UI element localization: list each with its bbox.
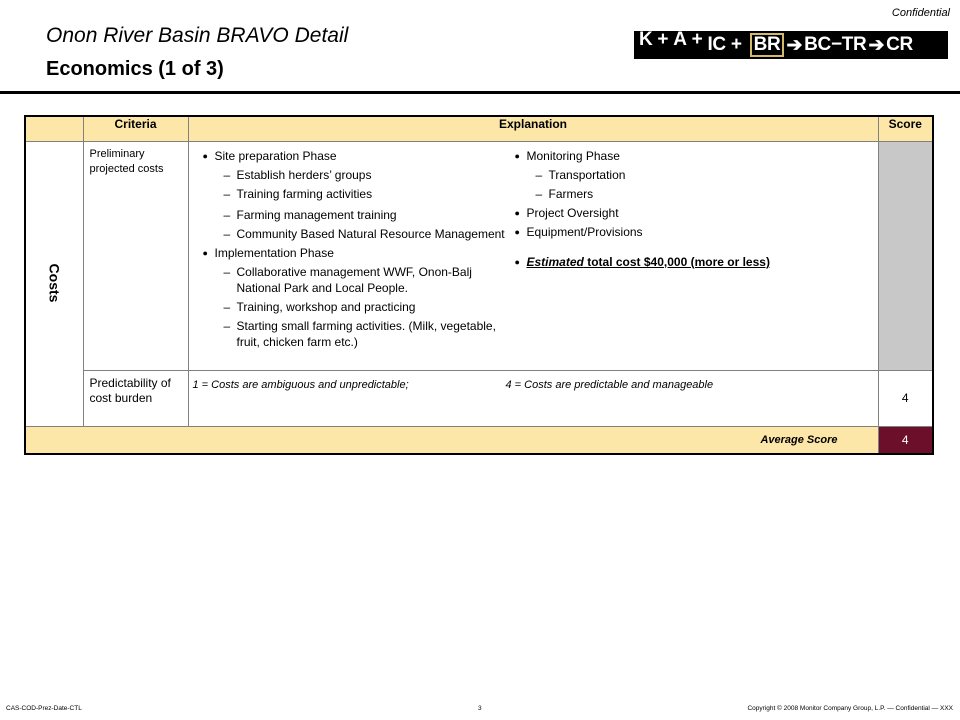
table-header-row bbox=[25, 116, 933, 141]
bullet: ● Implementation Phase bbox=[201, 245, 513, 261]
sub-bullet: – Training farming activities bbox=[201, 186, 513, 202]
sub-bullet: – Training, workshop and practicing bbox=[201, 299, 513, 315]
score-cell: 4 bbox=[878, 370, 933, 426]
sub-bullet: – Transportation bbox=[513, 167, 872, 183]
logo-br: BR bbox=[750, 33, 785, 57]
explanation-right-column bbox=[513, 148, 872, 350]
logo-a: A bbox=[673, 29, 687, 50]
header-criteria: Criteria bbox=[83, 116, 188, 141]
explanation-left-column bbox=[201, 148, 513, 350]
arrow-right-icon: ➔ bbox=[868, 34, 885, 56]
sub-bullet: – Farming management training bbox=[201, 207, 513, 223]
sub-bullet: – Collaborative management WWF, Onon-Balj National Park and Local People. bbox=[201, 264, 513, 296]
bullet: ● Equipment/Provisions bbox=[513, 224, 872, 240]
bullet: ● Monitoring Phase bbox=[513, 148, 872, 164]
bravo-logo bbox=[634, 31, 948, 59]
table-row bbox=[25, 141, 933, 370]
explanation-cell bbox=[188, 141, 878, 370]
logo-k: K bbox=[639, 29, 653, 50]
arrow-right-icon: ➔ bbox=[786, 34, 803, 56]
footer-copyright: Copyright © 2008 Monitor Company Group, L.P. — Confidential — XXX bbox=[747, 705, 953, 712]
estimated-label: Estimated bbox=[526, 254, 584, 269]
section-label: Costs bbox=[46, 263, 63, 302]
estimated-cost-bullet bbox=[513, 254, 872, 270]
section-label-cell bbox=[25, 141, 83, 426]
header-score: Score bbox=[878, 116, 933, 141]
confidential-label: Confidential bbox=[891, 7, 950, 19]
logo-plus: + bbox=[657, 29, 669, 50]
page-title: Onon River Basin BRAVO Detail bbox=[46, 24, 349, 47]
footer-page-number: 3 bbox=[478, 705, 482, 712]
sub-bullet: – Establish herders’ groups bbox=[201, 167, 513, 183]
criteria-cell: Preliminary projected costs bbox=[83, 141, 188, 370]
average-score-label: Average Score bbox=[25, 426, 878, 454]
estimated-cost-text: total cost $40,000 (more or less) bbox=[583, 254, 770, 269]
header-explanation: Explanation bbox=[188, 116, 878, 141]
footer-doc-id: CAS-COD-Prez-Date-CTL bbox=[6, 705, 82, 712]
average-row bbox=[25, 426, 933, 454]
score-cell bbox=[878, 141, 933, 370]
logo-bc: BC bbox=[804, 34, 831, 55]
table-row bbox=[25, 370, 933, 426]
logo-dash: − bbox=[830, 34, 842, 55]
average-score-value: 4 bbox=[878, 426, 933, 454]
logo-plus: + bbox=[691, 29, 703, 50]
scale-low-text: 1 = Costs are ambiguous and unpredictable; bbox=[192, 378, 409, 391]
criteria-cell: Predictability of cost burden bbox=[83, 370, 188, 426]
header-blank-cell bbox=[25, 116, 83, 141]
economics-table bbox=[24, 115, 934, 455]
logo-ic: IC bbox=[707, 34, 726, 55]
bullet: ● Project Oversight bbox=[513, 205, 872, 221]
sub-bullet: – Community Based Natural Resource Management bbox=[201, 226, 513, 242]
sub-bullet: – Starting small farming activities. (Milk, vegetable, fruit, chicken farm etc.) bbox=[201, 318, 513, 350]
logo-cr: CR bbox=[886, 34, 913, 55]
page-subtitle: Economics (1 of 3) bbox=[46, 58, 224, 80]
scale-high-text: 4 = Costs are predictable and manageable bbox=[505, 378, 714, 391]
explanation-cell bbox=[188, 370, 878, 426]
bullet: ● Site preparation Phase bbox=[201, 148, 513, 164]
sub-bullet: – Farmers bbox=[513, 186, 872, 202]
logo-plus: + bbox=[730, 34, 742, 55]
logo-tr: TR bbox=[841, 34, 867, 55]
title-divider bbox=[0, 91, 960, 94]
